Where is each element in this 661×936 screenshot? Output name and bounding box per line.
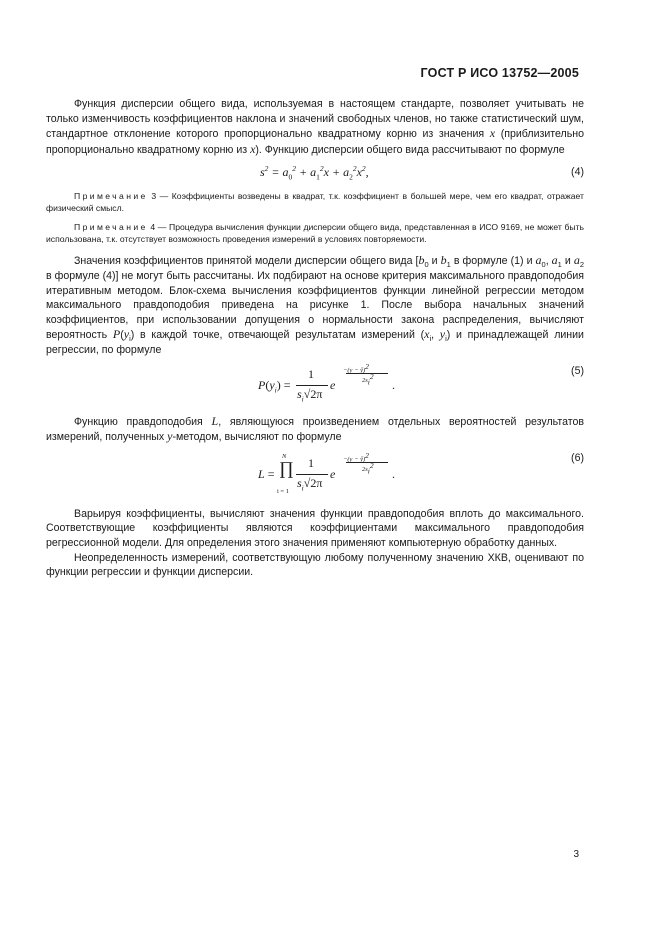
note-3 (46, 191, 584, 214)
document-body (46, 97, 584, 580)
page-number: 3 (573, 849, 579, 860)
fraction-bar (296, 474, 328, 475)
text: Функция дисперсии общего вида, используемая в настоящем стандарте, позволяет учитывать не только изменчивость коэффициентов наклона и значений свободных членов, но также статистический шум, стандартное отклонение которого пропорционально квадратному корню из значения (46, 98, 584, 141)
exp-base: e (330, 377, 336, 392)
note-text: 4 — Процедура вычисления функции дисперсии общего вида, представленная в ИСО 9169, не может быть использована, т.к. отсутствует возможность проведения измерений в условиях повторяемости. (46, 222, 584, 244)
fraction-bar (296, 385, 328, 386)
formula-6-numerator: 1 (308, 455, 314, 470)
text: ). Функцию дисперсии общего вида рассчитывают по формуле (255, 143, 565, 156)
formula-5-number: (5) (571, 364, 584, 377)
product-lower: i = 1 (277, 487, 289, 495)
note-label: Примечание (74, 191, 148, 202)
note-text: 3 — Коэффициенты возведены в квадрат, т.к. коэффициент в большей мере, чем его квадрат, отражает физический смысл. (46, 191, 584, 213)
paragraph-coefficients: Значения коэффициентов принятой модели дисперсии общего вида [$b_0$ и $b_1$ в формуле (1) и $a_0$, $a_1$ и $a_2$ в формуле (4)] не могут быть рассчитаны. Их подбирают на основе критерия максимального правдоподобия итеративным методом. Блок-схема вычисления коэффициентов функции линейной регрессии методом максимального правдоподобия приведена на рисунке 1. После выбора начальных значений коэффициентов, при использовании допущения о нормальности закона распределения, вычисляют вероятность $P(y_i)$ в каждой точке, отвечающей результатам измерений ($x_i$, $y_i$) и принадлежащей линии регрессии, по формуле (46, 253, 585, 356)
period: . (392, 466, 395, 481)
exponent-numerator: −(y − ŷ)$^2$ (343, 361, 369, 374)
var-x: x (250, 141, 256, 156)
formula-4-expression: $s^2 = a_0^2 + a_1^2x + a_2^2x^2$, (260, 164, 369, 182)
formula-6-denominator: $s_i√2\pi$ (297, 475, 323, 493)
formula-5-numerator: 1 (308, 366, 314, 381)
paragraph-uncertainty: Неопределенность измерений, соответствующую любому полученному значению ХКВ, оценивают по функции регрессии и функции дисперсии. (46, 551, 584, 579)
note-4 (46, 222, 584, 245)
paragraph-likelihood: Функцию правдоподобия L, являющуюся произведением отдельных вероятностей результатов измерений, полученных y-методом, вычисляют по формуле (46, 413, 584, 444)
formula-6-number: (6) (571, 451, 584, 464)
note-label: Примечание (74, 222, 148, 233)
text: (приблизительно пропорционально квадратному корню из (46, 128, 584, 156)
formula-6 (46, 451, 584, 501)
exponent-numerator: −(y − ŷ)$^2$ (343, 450, 369, 463)
paragraph-variance-function (46, 97, 584, 157)
standard-header: ГОСТ Р ИСО 13752—2005 (420, 66, 579, 80)
var-x: x (489, 126, 496, 141)
formula-4 (46, 163, 584, 185)
formula-6-lhs: L = (258, 466, 275, 481)
period: . (392, 377, 395, 392)
paragraph-varying-coefficients: Варьируя коэффициенты, вычисляют значения функции правдоподобия вплоть до максимального. Соответствующие коэффициенты являются коэффициентами максимального правдоподобия регрессионной модели. Для определения этого значения применяют компьютерную обработку данных. (46, 507, 584, 549)
formula-5-lhs: $P(y_i)$ = (258, 377, 291, 394)
exponent-denominator: $2s_i^2$ (362, 460, 374, 476)
exponent-denominator: $2s_i^2$ (362, 371, 374, 386)
product-upper: N (282, 452, 287, 460)
product-symbol: ∏ (279, 457, 294, 478)
formula-5-denominator: $s_i√2\pi$ (297, 386, 323, 403)
exp-base: e (330, 466, 336, 481)
formula-4-number: (4) (571, 166, 584, 179)
formula-5 (46, 361, 584, 408)
